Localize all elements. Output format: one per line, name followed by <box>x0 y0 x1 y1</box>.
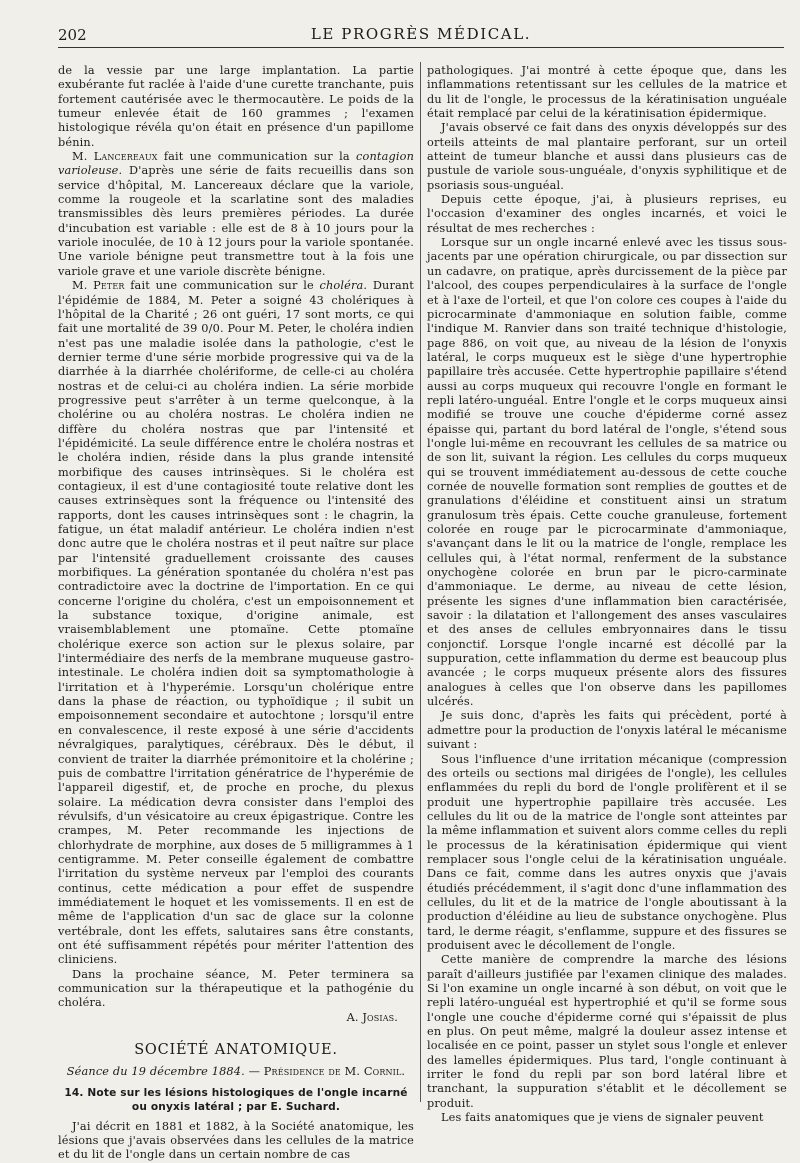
signature: A. Josias. <box>346 1010 398 1024</box>
journal-title: LE PROGRÈS MÉDICAL. <box>310 25 532 43</box>
right-column <box>427 64 787 1125</box>
paragraph-lancereaux: M. Lancereaux fait une communication sur la contagion varioleuse. D'après une série de faits recueillis dans son service d'hôpital, M. Lancereaux déclare que la variole, comme la rougeole et la scarlatine sont des maladies transmissibles dès leurs premières périodes. La durée d'incubation est variable : elle est de 8 à 10 jours pour la variole inoculée, de 10 à 12 jours pour la variole spontanée. Une variole bénigne peut transmettre tout à la fois une variole grave et une variole discrète bénigne. <box>58 150 414 278</box>
paragraph: Cette manière de comprendre la marche des lésions paraît d'ailleurs justifiée par l'examen clinique des malades. Si l'on examine un ongle incarné à son début, on voit que le repli latéro-unguéal est hypertrophié et qu'il se forme sous l'ongle une couche d'épiderme corné qui s'épaissit de plus en plus. On peut même, malgré la douleur assez intense et localisée en ce point, passer un stylet sous l'ongle et enlever des lamelles épidermiques. Plus tard, l'ongle continuant à irriter le fond du repli par son bord latéral libre et tranchant, la suppuration s'établit et le décollement se produit. <box>427 953 787 1110</box>
paragraph: J'avais observé ce fait dans des onyxis développés sur des orteils atteints de mal plantaire perforant, sur un orteil atteint de tumeur blanche et aussi dans plusieurs cas de pustule de variole sous-unguéale, d'onyxis syphilitique et de psoriasis sous-unguéal. <box>427 121 787 192</box>
section-title: SOCIÉTÉ ANATOMIQUE. <box>134 1042 338 1059</box>
paragraph: Sous l'influence d'une irritation mécanique (compression des orteils ou sections mal dirigées de l'ongle), les cellules enflammées du repli du bord de l'ongle prolifèrent et il se produit une hypertrophie papillaire très accusée. Les cellules du lit ou de la matrice de l'ongle sont atteintes par la même inflammation et suivent alors comme celles du repli le processus de la kératinisation épidermique qui vient remplacer sous l'ongle celui de la kératinisation unguéale. Dans ce fait, comme dans les autres onyxis que j'avais étudiés précédemment, il s'agit donc d'une inflammation des cellules, du lit et de la matrice de l'ongle aboutissant à la production d'éléidine au lieu de substance onychogène. Plus tard, le derme réagit, s'enflamme, suppure et des fissures se produisent avec le décollement de l'ongle. <box>427 752 787 952</box>
topic: choléra <box>319 279 364 293</box>
header-rule <box>58 47 784 48</box>
paragraph: J'ai décrit en 1881 et 1882, à la Société anatomique, les lésions que j'avais observées dans les cellules de la matrice et du lit de l'ongle dans un certain nombre de cas <box>58 1119 414 1162</box>
author-name: Peter <box>93 279 125 293</box>
paragraph-peter: M. Peter fait une communication sur le choléra. Durant l'épidémie de 1884, M. Peter a soigné 43 cholériques à l'hôpital de la Charité ; 26 ont guéri, 17 sont morts, ce qui fait une mortalité de 39 0/0. Pour M. Peter, le choléra indien n'est pas une maladie isolée dans la pathologie, c'est le dernier terme d'une série morbide progressive qui va de la diarrhée à la diarrhée cholériforme, de celle-ci au choléra nostras et de celui-ci au choléra indien. La série morbide progressive peut s'arrêter à un terme quelconque, à la cholérine ou au choléra nostras. Le choléra indien ne diffère du choléra nostras que par l'intensité et l'épidémicité. La seule différence entre le choléra nostras et le choléra indien, réside dans la plus grande intensité morbifique des causes intrinsèques. Si le choléra est contagieux, il est d'une contagiosité toute relative dont les causes extrinsèques sont la fréquence ou l'intensité des rapports, dont les causes intrinsèques sont : le chagrin, la fatigue, un état maladif antérieur. Le choléra indien n'est donc autre que le choléra nostras et il peut naître sur place par l'intensité graduellement croissante des causes morbifiques. La génération spontanée du choléra n'est pas contradictoire avec la doctrine de l'importation. En ce qui concerne l'origine du choléra, c'est un empoisonnement et la substance toxique, d'origine animale, est vraisemblablement une ptomaïne. Cette ptomaïne cholérique exerce son action sur le plexus solaire, par l'intermédiaire des nerfs de la membrane muqueuse gastro-intestinale. Le choléra indien doit sa symptomathologie à l'irritation et à l'hyperémie. Lorsqu'un cholérique entre dans la phase de réaction, ou typhoïdique ; il subit un empoisonnement secondaire et autochtone ; lorsqu'il entre en convalescence, il reste exposé à une série d'accidents névralgiques, paralytiques, cérébraux. Dès le début, il convient de traiter la diarrhée prémonitoire et la cholérine ; puis de combattre l'irritation génératrice de l'hyperémie de l'appareil digestif, et, de proche en proche, du plexus solaire. La médication devra consister dans l'emploi des révulsifs, d'un vésicatoire au creux épigastrique. Contre les crampes, M. Peter recommande les injections de chlorhydrate de morphine, aux doses de 5 milligrammes à 1 centigramme. M. Peter conseille également de combattre l'irritation du système nerveux par l'emploi des courants continus, cette médication a pour effet de suspendre immédiatement le hoquet et les vomissements. Il en est de même de l'application d'un sac de glace sur la colonne vertébrale, dont les effets, salutaires sans être constants, ont été suffisamment répétés pour mériter l'attention des cliniciens. <box>58 279 414 967</box>
left-column <box>58 64 414 1162</box>
paragraph: pathologiques. J'ai montré à cette époque que, dans les inflammations retentissant sur les cellules de la matrice et du lit de l'ongle, le processus de la kératinisation unguéale était remplacé par celui de la kératinisation épidermique. <box>427 64 787 121</box>
author-name: Lancereaux <box>93 150 158 164</box>
seance-line: Séance du 19 décembre 1884. — Présidence de M. Cornil. <box>66 1065 406 1079</box>
column-divider <box>420 62 421 1102</box>
topic: contagion varioleuse <box>58 150 414 178</box>
paragraph: Lorsque sur un ongle incarné enlevé avec les tissus sous-jacents par une opération chirurgicale, ou par dissection sur un cadavre, on pratique, après durcissement de la pièce par l'alcool, des coupes perpendiculaires à la surface de l'ongle et à l'axe de l'orteil, et que l'on colore ces coupes à l'aide du picrocarminate d'ammoniaque en solution faible, comme l'indique M. Ranvier dans son traité technique d'histologie, page 886, on voit que, au niveau de la lésion de l'onyxis latéral, le corps muqueux est le siège d'une hypertrophie papillaire très accusée. Cette hypertrophie papillaire s'étend aussi au corps muqueux qui recouvre l'ongle en formant le repli latéro-unguéal. Entre l'ongle et le corps muqueux ainsi modifié se trouve une couche d'épiderme corné assez épaisse qui, partant du bord latéral de l'ongle, s'étend sous l'ongle lui-même en recouvrant les cellules de sa matrice ou de son lit, suivant la région. Les cellules du corps muqueux qui se trouvent immédiatement au-dessous de cette couche cornée de nouvelle formation sont remplies de gouttes et de granulations d'éléidine et constituent ainsi un stratum granulosum très épais. Cette couche granuleuse, fortement colorée en rouge par le picrocarminate d'ammoniaque, s'avançant dans le lit ou la matrice de l'ongle, remplace les cellules qui, à l'état normal, renferment de la substance onychogène colorée en brun par le picro-carminate d'ammoniaque. Le derme, au niveau de cette lésion, présente les signes d'une inflammation bien caractérisée, savoir : la dilatation et l'allongement des anses vasculaires et des anses de cellules embryonnaires dans le tissu conjonctif. Lorsque l'ongle incarné est décollé par la suppuration, cette inflammation du derme est beaucoup plus avancée ; le corps muqueux présente alors des fissures analogues à celles que l'on observe dans les papillomes ulcérés. <box>427 236 787 709</box>
paragraph: Les faits anatomiques que je viens de signaler peuvent <box>441 1111 764 1125</box>
paragraph: Dans la prochaine séance, M. Peter terminera sa communication sur la thérapeutique et la pathogénie du choléra. <box>58 967 414 1010</box>
paragraph: Depuis cette époque, j'ai, à plusieurs reprises, eu l'occasion d'examiner des ongles incarnés, et voici le résultat de mes recherches : <box>427 193 787 235</box>
paragraph: Je suis donc, d'après les faits qui précèdent, porté à admettre pour la production de l'onyxis latéral le mécanisme suivant : <box>427 709 787 752</box>
page-header <box>58 22 784 48</box>
paragraph: de la vessie par une large implantation. La partie exubérante fut raclée à l'aide d'une curette tranchante, puis fortement cautérisée avec le thermocautère. Le poids de la tumeur enlevée était de 160 grammes ; l'examen histologique révéla qu'on était en présence d'un papillome bénin. <box>58 64 414 149</box>
page-number: 202 <box>58 26 87 44</box>
article-title: 14. Note sur les lésions histologiques de l'ongle incarné ou onyxis latéral ; par E. Suchard. <box>64 1086 408 1113</box>
